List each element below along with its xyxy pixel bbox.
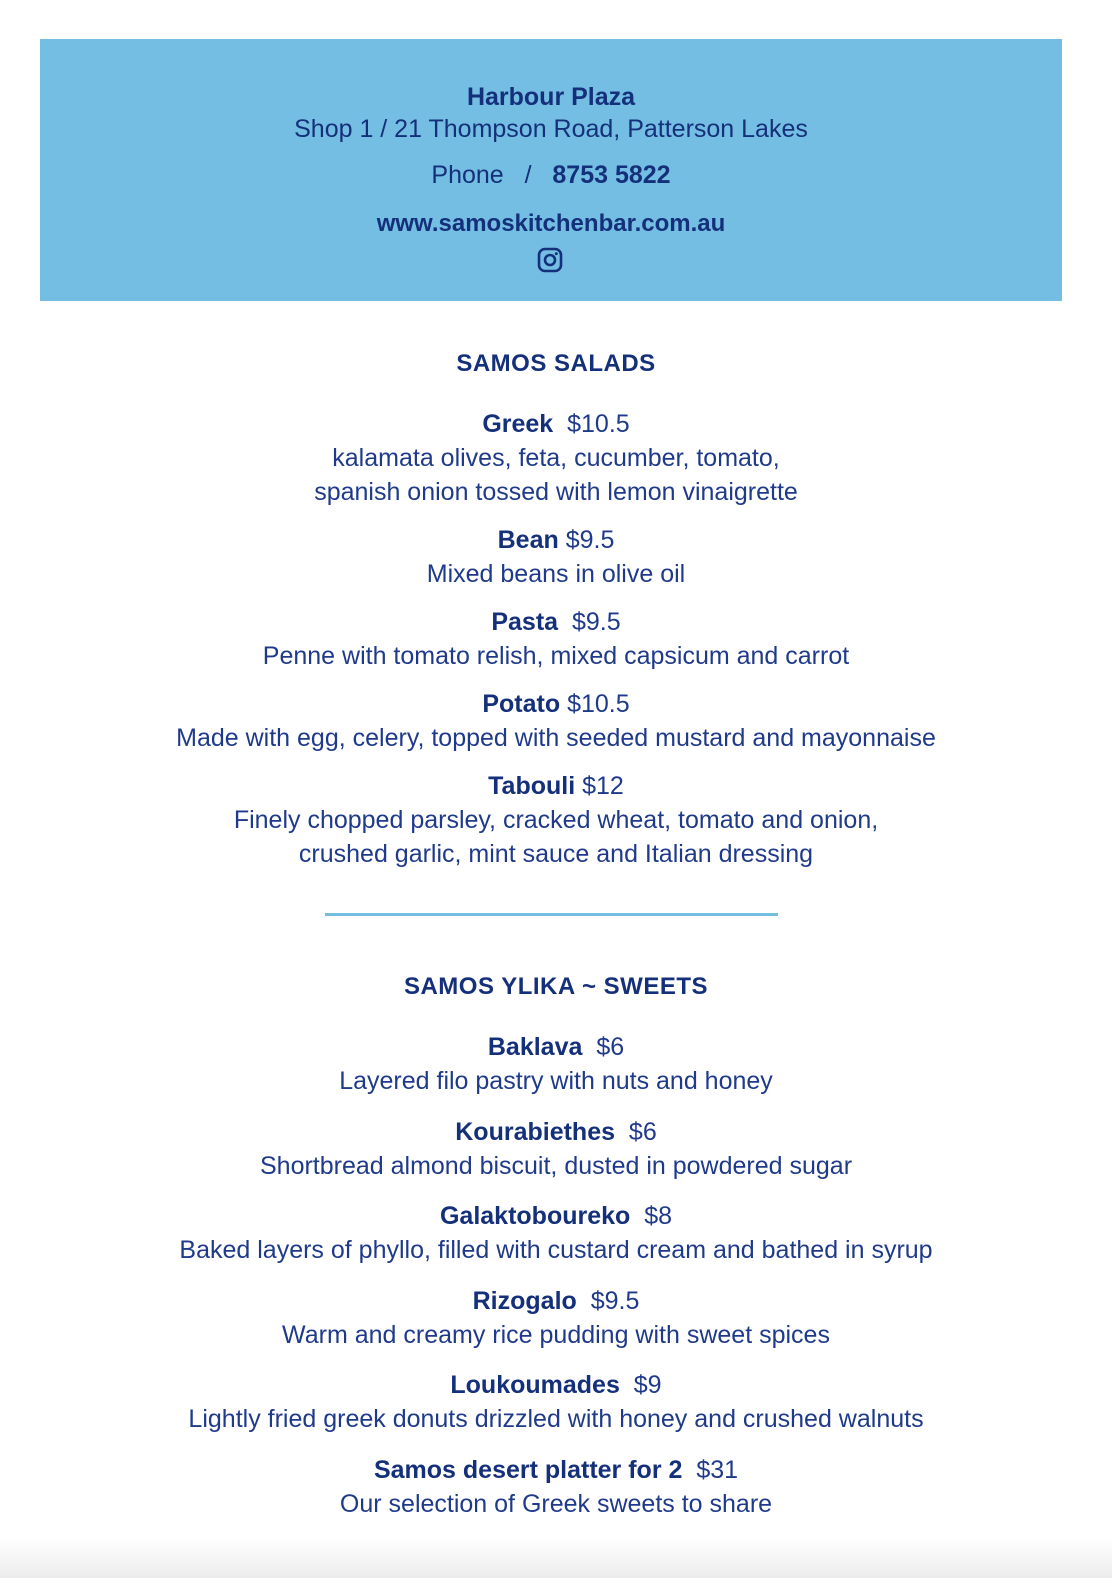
menu-item	[60, 1030, 1052, 1098]
item-price: $31	[696, 1456, 739, 1484]
page-bottom-shadow	[0, 1538, 1112, 1578]
website-link[interactable]: www.samoskitchenbar.com.au	[376, 210, 726, 237]
item-name: Rizogalo	[472, 1287, 577, 1315]
menu-item	[60, 605, 1052, 673]
item-name: Loukoumades	[450, 1371, 620, 1399]
item-desc: Lightly fried greek donuts drizzled with honey and crushed walnuts	[188, 1405, 924, 1433]
item-desc: kalamata olives, feta, cucumber, tomato,	[332, 444, 780, 472]
item-desc: Shortbread almond biscuit, dusted in powdered sugar	[259, 1152, 853, 1180]
phone-label: Phone	[431, 161, 504, 189]
item-price: $10.5	[567, 690, 630, 718]
item-price: $10.5	[567, 410, 630, 438]
item-name: Samos desert platter for 2	[373, 1456, 683, 1484]
menu-item	[60, 407, 1052, 509]
sweets-section-title: SAMOS YLIKA ~ SWEETS	[403, 973, 709, 1000]
item-desc: Made with egg, celery, topped with seeded mustard and mayonnaise	[176, 724, 936, 752]
menu-item	[60, 1368, 1052, 1436]
item-desc: Warm and creamy rice pudding with sweet spices	[282, 1321, 830, 1349]
item-name: Greek	[482, 410, 554, 438]
menu-item	[60, 1115, 1052, 1183]
menu-item	[60, 523, 1052, 591]
item-price: $6	[596, 1033, 625, 1061]
instagram-icon[interactable]	[537, 247, 563, 273]
menu-item	[60, 687, 1052, 755]
item-price: $9	[633, 1371, 662, 1399]
menu-item	[60, 1284, 1052, 1352]
item-desc: Baked layers of phyllo, filled with custard cream and bathed in syrup	[179, 1236, 933, 1264]
item-price: $9.5	[590, 1287, 640, 1315]
phone-line	[40, 161, 1062, 190]
salads-section-title: SAMOS SALADS	[456, 350, 656, 377]
item-desc: crushed garlic, mint sauce and Italian dressing	[298, 840, 814, 868]
item-name: Kourabiethes	[455, 1118, 616, 1146]
item-name: Potato	[482, 690, 561, 718]
item-price: $8	[644, 1202, 673, 1230]
item-price: $6	[628, 1118, 657, 1146]
item-name: Bean	[497, 526, 559, 554]
item-desc: Finely chopped parsley, cracked wheat, tomato and onion,	[233, 806, 879, 834]
item-name: Baklava	[487, 1033, 583, 1061]
item-price: $9.5	[571, 608, 621, 636]
menu-item	[60, 1199, 1052, 1267]
item-name: Tabouli	[488, 772, 576, 800]
venue-name: Harbour Plaza	[466, 83, 636, 111]
item-price: $12	[582, 772, 624, 800]
item-desc: spanish onion tossed with lemon vinaigrette	[314, 478, 798, 506]
menu-item	[60, 769, 1052, 871]
phone-separator: /	[524, 161, 532, 189]
item-desc: Our selection of Greek sweets to share	[339, 1490, 773, 1518]
menu-item	[60, 1453, 1052, 1521]
item-desc: Layered filo pastry with nuts and honey	[339, 1067, 773, 1095]
venue-address: Shop 1 / 21 Thompson Road, Patterson Lakes	[294, 115, 808, 143]
section-divider	[325, 913, 778, 916]
item-price: $9.5	[565, 526, 615, 554]
item-name: Galaktoboureko	[439, 1202, 631, 1230]
item-desc: Mixed beans in olive oil	[426, 560, 686, 588]
item-name: Pasta	[491, 608, 559, 636]
item-desc: Penne with tomato relish, mixed capsicum and carrot	[262, 642, 850, 670]
phone-number[interactable]: 8753 5822	[552, 161, 671, 189]
header-banner	[40, 39, 1062, 301]
